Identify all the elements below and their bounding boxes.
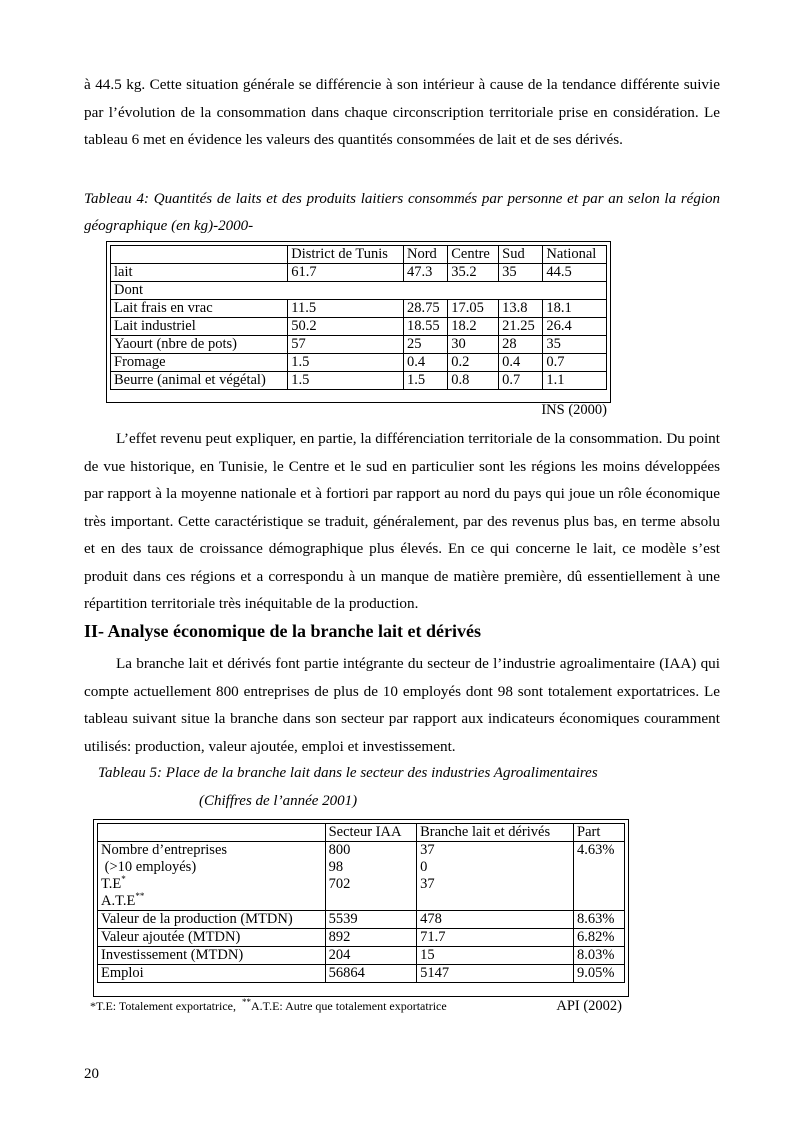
table-cell (325, 842, 417, 911)
table-cell: 57 (288, 336, 404, 354)
table-cell: 47.3 (403, 264, 447, 282)
table-cell: 71.7 (417, 929, 574, 947)
cell-value: 800 (328, 842, 351, 858)
table-cell: 0.4 (403, 354, 447, 372)
table-cell: 8.03% (574, 947, 625, 965)
table-cell: 8.63% (574, 911, 625, 929)
cell-value: 4.63% (577, 842, 615, 858)
table5-source: API (2002) (556, 998, 622, 1014)
section-heading: II- Analyse économique de la branche lait et dérivés (84, 621, 481, 641)
table-cell: 25 (403, 336, 447, 354)
table-row (111, 336, 607, 354)
table4 (110, 245, 607, 390)
table-row (98, 965, 625, 983)
table-cell: 44.5 (543, 264, 607, 282)
entreprises-label: Nombre d’entreprises (101, 842, 228, 858)
table-cell: 0.4 (499, 354, 543, 372)
table-cell: 35 (499, 264, 543, 282)
cell-value: 37 (420, 876, 435, 892)
table-cell: 204 (325, 947, 417, 965)
employes-label: (>10 employés) (101, 859, 197, 875)
table-cell: 0.2 (448, 354, 499, 372)
table4-header-cell (111, 246, 288, 264)
ate-footnote-mark: ** (135, 891, 145, 902)
table-cell: 1.1 (543, 372, 607, 390)
table-row (111, 264, 607, 282)
ate-label (101, 893, 322, 910)
table-cell: 0.7 (499, 372, 543, 390)
table5-footnote (90, 999, 447, 1014)
table-cell: 1.5 (288, 354, 404, 372)
footnote-mark: ** (242, 997, 251, 1007)
table-cell: 18.2 (448, 318, 499, 336)
table-cell: Lait frais en vrac (111, 300, 288, 318)
cell-value: 37 (420, 842, 435, 858)
table-cell: Beurre (animal et végétal) (111, 372, 288, 390)
table-cell: Emploi (98, 965, 326, 983)
table4-header-cell: Nord (403, 246, 447, 264)
table5-header-cell: Secteur IAA (325, 824, 417, 842)
table-row (111, 300, 607, 318)
table-cell: 17.05 (448, 300, 499, 318)
table-cell: 15 (417, 947, 574, 965)
table4-header-cell: Sud (499, 246, 543, 264)
table4-source: INS (2000) (541, 402, 607, 418)
table-cell: Yaourt (nbre de pots) (111, 336, 288, 354)
table4-header-cell: National (543, 246, 607, 264)
table-row (98, 911, 625, 929)
cell-value: 0 (420, 859, 428, 875)
page-number: 20 (84, 1066, 99, 1082)
table-cell: 5147 (417, 965, 574, 983)
table-cell: 1.5 (403, 372, 447, 390)
table5-subcaption: (Chiffres de l’année 2001) (199, 793, 358, 809)
table-cell: 61.7 (288, 264, 404, 282)
table-cell (574, 842, 625, 911)
table-cell: 26.4 (543, 318, 607, 336)
footnote-ate: A.T.E: Autre que totalement exportatrice (251, 999, 447, 1013)
table-cell: 35 (543, 336, 607, 354)
te-footnote-mark: * (121, 874, 126, 885)
table4-header-row (111, 246, 607, 264)
table-row-entreprises (98, 842, 625, 911)
table-cell: 18.55 (403, 318, 447, 336)
footnote-te: *T.E: Totalement exportatrice, (90, 999, 242, 1013)
table-cell: lait (111, 264, 288, 282)
table5-header-cell: Part (574, 824, 625, 842)
table-cell: 478 (417, 911, 574, 929)
table4-header-cell: District de Tunis (288, 246, 404, 264)
te-text: T.E (101, 876, 122, 892)
cell-value: 702 (328, 876, 351, 892)
table-cell: 0.8 (448, 372, 499, 390)
table-cell: 9.05% (574, 965, 625, 983)
table-cell: 18.1 (543, 300, 607, 318)
table-row (111, 282, 607, 300)
table5 (97, 823, 625, 983)
table-row (98, 929, 625, 947)
table-cell: 892 (325, 929, 417, 947)
table5-header-cell (98, 824, 326, 842)
table-cell: Lait industriel (111, 318, 288, 336)
table-cell: 35.2 (448, 264, 499, 282)
body-paragraph: La branche lait et dérivés font partie intégrante du secteur de l’industrie agroalimentaire (IAA) qui compte actuellement 800 entreprises de plus de 10 employés dont 98 sont totalement exportatrices. Le tableau suivant situe la branche dans son secteur par rapport aux indicateurs économiques couramment utilisés: production, valeur ajoutée, emploi et investissement. (84, 655, 720, 755)
table-cell: 5539 (325, 911, 417, 929)
table-cell: Valeur ajoutée (MTDN) (98, 929, 326, 947)
table-cell: 56864 (325, 965, 417, 983)
table-cell: Dont (111, 282, 607, 300)
table-row (111, 354, 607, 372)
table-row (98, 947, 625, 965)
table-cell: 6.82% (574, 929, 625, 947)
table-cell: Investissement (MTDN) (98, 947, 326, 965)
table-cell: 11.5 (288, 300, 404, 318)
body-paragraph: L’effet revenu peut expliquer, en partie, la différenciation territoriale de la consommation. Du point de vue historique, en Tunisie, le Centre et le sud en particulier sont les régions les moins développées par rapport à la moyenne nationale et à fortiori par rapport au nord du pays qui joue un rôle économique très important. Cette caractéristique se traduit, généralement, par des revenus plus bas, en terme absolu et en des taux de croissance démographique plus élevés. En ce qui concerne le lait, ce modèle s’est produit dans ces régions et a correspondu à un manque de matière première, dû essentiellement à une répartition territoriale très inéquitable de la production. (84, 430, 720, 612)
table-cell: 50.2 (288, 318, 404, 336)
table5-header-row (98, 824, 625, 842)
table-cell: 1.5 (288, 372, 404, 390)
table-cell: 28 (499, 336, 543, 354)
table-cell: 28.75 (403, 300, 447, 318)
ate-text: A.T.E (101, 893, 136, 909)
table5-header-cell: Branche lait et dérivés (417, 824, 574, 842)
table-cell: 13.8 (499, 300, 543, 318)
table-row (111, 318, 607, 336)
table-cell: Fromage (111, 354, 288, 372)
table-cell: 21.25 (499, 318, 543, 336)
table4-header-cell: Centre (448, 246, 499, 264)
table-cell (98, 842, 326, 911)
table5-caption: Tableau 5: Place de la branche lait dans le secteur des industries Agroalimentaires (98, 765, 598, 781)
table-cell (417, 842, 574, 911)
table-cell: Valeur de la production (MTDN) (98, 911, 326, 929)
table-cell: 30 (448, 336, 499, 354)
cell-value: 98 (328, 859, 344, 875)
table-cell: 0.7 (543, 354, 607, 372)
intro-paragraph: à 44.5 kg. Cette situation générale se différencie à son intérieur à cause de la tendance différente suivie par l’évolution de la consommation dans chaque circonscription territoriale prise en considération. Le tableau 6 met en évidence les valeurs des quantités consommées de lait et de ses dérivés. (84, 76, 720, 148)
table-row (111, 372, 607, 390)
table4-caption: Tableau 4: Quantités de laits et des produits laitiers consommés par personne et par an selon la région géographique (en kg)-2000- (84, 191, 720, 234)
